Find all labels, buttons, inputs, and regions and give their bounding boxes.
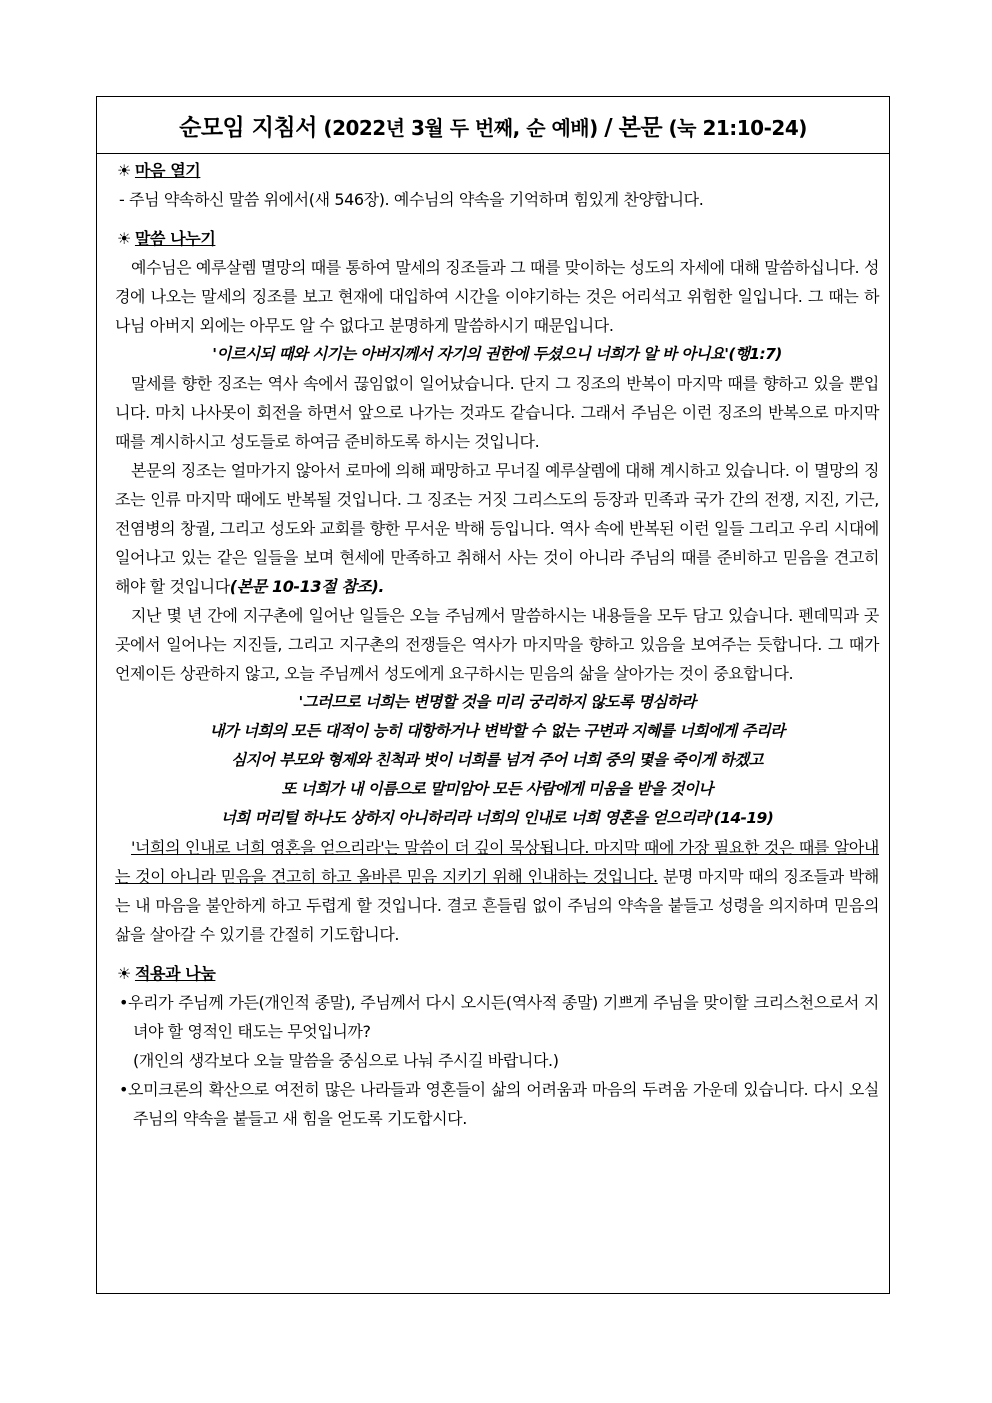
quote-line: 내가 너희의 모든 대적이 능히 대항하거나 변박할 수 없는 구변과 지혜를 너희에게 주리라 [209, 722, 785, 740]
sun-icon: ☀ [117, 964, 131, 983]
emphasis-text: 는 말씀이 더 깊이 묵상됩니다. 마지막 때에 가장 필요한 것은 때를 알아내는 것이 아니라 믿음을 견고히 하고 올바른 믿음 지키기 위해 인내하는 것입니다. [115, 838, 879, 886]
open-heading-text: 마음 열기 [134, 161, 201, 180]
share-paragraph-5 [115, 833, 879, 949]
section-heading-apply [117, 959, 879, 988]
section-heading-share [117, 224, 879, 253]
share-paragraph-4: 지난 몇 년 간에 지구촌에 일어난 일들은 오늘 주님께서 말씀하시는 내용들을 모두 담고 있습니다. 펜데믹과 곳곳에서 일어나는 지진들, 그리고 지구촌의 전쟁들은 역사가 마지막을 향하고 있음을 보여주는 듯합니다. 그 때가 언제이든 상관하지 않고, 오늘 주님께서 성도에게 요구하시는 믿음의 삶을 살아가는 것이 중요합니다. [115, 606, 879, 683]
share-paragraph-3 [115, 456, 879, 601]
share-paragraph-5-rest: 분명 마지막 때의 징조들과 박해는 내 마음을 불안하게 하고 두렵게 할 것입니다. 결코 흔들림 없이 주님의 약속을 붙들고 성령을 의지하며 믿음의 삶을 살아갈 수 있기를 간절히 기도합니다. [115, 867, 879, 944]
scripture-quote-1: '이르시되 때와 시기는 아버지께서 자기의 권한에 두셨으니 너희가 알 바 아니요'(행1:7) [212, 345, 782, 363]
emphasis-quote: '너희의 인내로 너희 영혼을 얻으리라' [131, 838, 385, 857]
open-line: - 주님 약속하신 말씀 위에서(새 546장). 예수님의 약속을 기억하며 힘있게 찬양합니다. [119, 190, 704, 209]
quote-line: 또 너희가 내 이름으로 말미암아 모든 사람에게 미움을 받을 것이나 [281, 780, 713, 798]
title-passage-label: 본문 [618, 114, 663, 141]
apply-item-1: •우리가 주님께 가든(개인적 종말), 주님께서 다시 오시든(역사적 종말) 기쁘게 주님을 맞이할 크리스천으로서 지녀야 할 영적인 태도는 무엇입니까? [119, 993, 879, 1041]
title-passage-ref: (눅 21:10-24) [668, 115, 807, 140]
section-heading-open [117, 156, 879, 185]
quote-line: 심지어 부모와 형제와 친척과 벗이 너희를 넘겨 주어 너희 중의 몇을 죽이게 하겠고 [231, 751, 763, 769]
title-main: 순모임 지침서 [179, 114, 317, 141]
scripture-quote-2 [115, 688, 879, 833]
title-slash: / [604, 114, 613, 141]
sun-icon: ☀ [117, 161, 131, 180]
sun-icon: ☀ [117, 229, 131, 248]
apply-heading-text: 적용과 나눔 [134, 964, 216, 983]
share-heading-text: 말씀 나누기 [134, 229, 216, 248]
quote-line: '그러므로 너희는 변명할 것을 미리 궁리하지 않도록 명심하라 [298, 693, 696, 711]
share-paragraph-2: 말세를 향한 징조는 역사 속에서 끊임없이 일어났습니다. 단지 그 징조의 반복이 마지막 때를 향하고 있을 뿐입니다. 마치 나사못이 회전을 하면서 앞으로 나가는 것과도 같습니다. 그래서 주님은 이런 징조의 반복으로 마지막 때를 계시하시고 성도들로 하여금 준비하도록 하시는 것입니다. [115, 374, 879, 451]
apply-item-1-note: (개인의 생각보다 오늘 말씀을 중심으로 나눠 주시길 바랍니다.) [133, 1051, 559, 1070]
page-title [179, 109, 807, 142]
quote-line: 너희 머리털 하나도 상하지 아니하리라 너희의 인내로 너희 영혼을 얻으리라'(14-19) [220, 809, 774, 827]
passage-reference: (본문 10-13절 참조). [229, 577, 385, 596]
guide-frame [96, 96, 890, 1294]
content [97, 154, 889, 1133]
apply-item-2: •오미크론의 확산으로 여전히 많은 나라들과 영혼들이 삶의 어려움과 마음의 두려움 가운데 있습니다. 다시 오실 주님의 약속을 붙들고 새 힘을 얻도록 기도합시다. [119, 1080, 879, 1128]
share-paragraph-1: 예수님은 예루살렘 멸망의 때를 통하여 말세의 징조들과 그 때를 맞이하는 성도의 자세에 대해 말씀하십니다. 성경에 나오는 말세의 징조를 보고 현재에 대입하여 시간을 이야기하는 것은 어리석고 위험한 일입니다. 그 때는 하나님 아버지 외에는 아무도 알 수 없다고 분명하게 말씀하시기 때문입니다. [115, 258, 879, 335]
title-bar [97, 97, 889, 154]
share-paragraph-3-text: 본문의 징조는 얼마가지 않아서 로마에 의해 패망하고 무너질 예루살렘에 대해 계시하고 있습니다. 이 멸망의 징조는 인류 마지막 때에도 반복될 것입니다. 그 징조는 거짓 그리스도의 등장과 민족과 국가 간의 전쟁, 지진, 기근, 전염병의 창궐, 그리고 성도와 교회를 향한 무서운 박해 등입니다. 역사 속에 반복된 이런 일들 그리고 우리 시대에 일어나고 있는 같은 일들을 보며 현세에 만족하고 취해서 사는 것이 아니라 주님의 때를 준비하고 믿음을 견고히 해야 할 것입니다 [115, 461, 879, 596]
title-date: (2022년 3월 두 번째, 순 예배) [323, 115, 598, 140]
